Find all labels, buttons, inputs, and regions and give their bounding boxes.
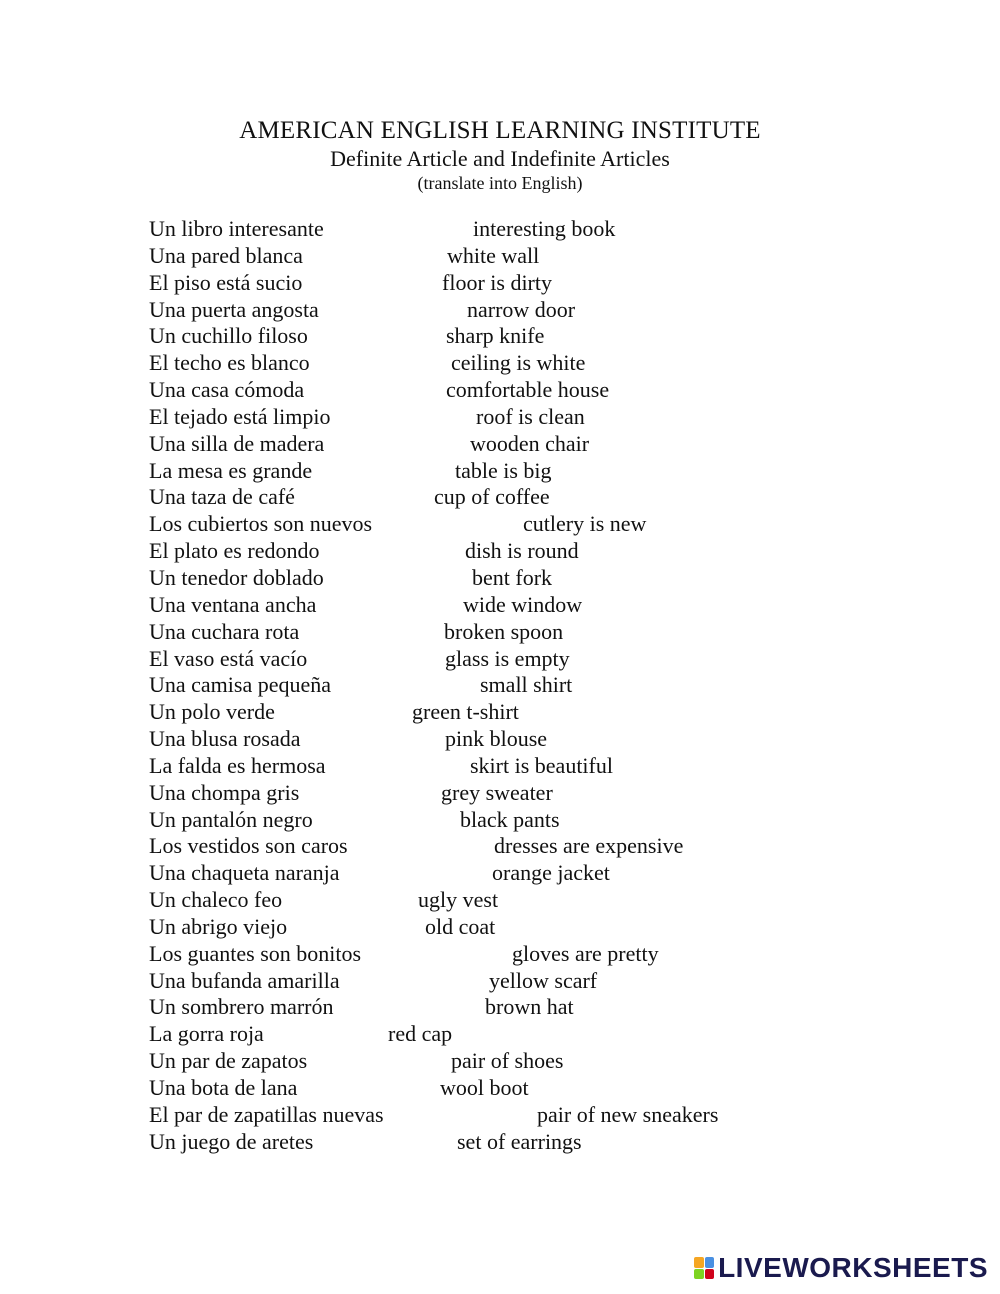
spanish-phrase: El plato es redondo [149,538,320,564]
translation-row [149,672,849,699]
translation-row [149,350,849,377]
translation-row [149,458,849,485]
translation-row [149,753,849,780]
translation-row [149,484,849,511]
english-translation: yellow scarf [489,967,598,993]
spanish-phrase: Un abrigo viejo [149,913,288,939]
english-translation: pair of shoes [451,1048,564,1074]
spanish-phrase: Un tenedor doblado [149,564,324,590]
translation-row [149,833,849,860]
worksheet-instructions: (translate into English) [417,173,583,193]
spanish-phrase: Un cuchillo filoso [149,323,308,349]
english-translation: ugly vest [418,887,499,913]
english-translation: interesting book [473,216,616,241]
english-translation: set of earrings [457,1128,582,1154]
spanish-phrase: Una casa cómoda [149,377,305,403]
english-translation: green t-shirt [412,699,519,725]
english-translation: wool boot [440,1075,529,1100]
translation-row [149,1021,849,1048]
english-translation: pair of new sneakers [537,1101,719,1127]
english-translation: orange jacket [492,860,610,886]
translation-row [149,270,849,297]
spanish-phrase: Los guantes son bonitos [149,940,362,966]
english-translation: roof is clean [476,403,585,429]
liveworksheets-icon [694,1257,714,1279]
spanish-phrase: El vaso está vacío [149,645,308,671]
english-translation: dresses are expensive [494,833,684,859]
english-translation: floor is dirty [442,269,552,295]
english-translation: glass is empty [445,645,570,671]
translation-row [149,243,849,270]
english-translation: ceiling is white [451,350,586,376]
translation-row [149,323,849,350]
spanish-phrase: Una silla de madera [149,430,325,456]
spanish-phrase: Una bota de lana [149,1075,298,1100]
english-translation: broken spoon [444,618,564,644]
spanish-phrase: Un par de zapatos [149,1048,308,1074]
english-translation: grey sweater [441,779,553,805]
icon-square [705,1269,715,1280]
spanish-phrase: Un polo verde [149,699,275,725]
translation-row [149,565,849,592]
translation-row [149,511,849,538]
translation-row [149,619,849,646]
spanish-phrase: Un sombrero marrón [149,994,334,1020]
english-translation: sharp knife [446,323,545,349]
spanish-phrase: La falda es hermosa [149,752,326,778]
spanish-phrase: Una puerta angosta [149,296,319,322]
spanish-phrase: Una taza de café [149,484,295,510]
translation-list [149,216,849,1156]
icon-square [705,1257,715,1268]
translation-row [149,914,849,941]
translation-row [149,377,849,404]
translation-row [149,726,849,753]
translation-row [149,1129,849,1156]
worksheet-header [0,116,1000,194]
translation-row [149,807,849,834]
english-translation: pink blouse [445,726,548,752]
translation-row [149,538,849,565]
english-translation: wooden chair [470,430,590,456]
brand-name: LIVEWORKSHEETS [718,1252,988,1283]
brand-logo [694,1254,988,1282]
english-translation: bent fork [472,564,553,590]
english-translation: cutlery is new [523,511,647,537]
translation-row [149,780,849,807]
translation-row [149,404,849,431]
spanish-phrase: Una chompa gris [149,779,300,805]
translation-row [149,431,849,458]
spanish-phrase: Una chaqueta naranja [149,860,340,886]
spanish-phrase: La mesa es grande [149,457,313,483]
icon-square [694,1269,704,1280]
spanish-phrase: La gorra roja [149,1021,264,1047]
english-translation: skirt is beautiful [470,752,613,778]
english-translation: red cap [388,1021,453,1047]
spanish-phrase: Los vestidos son caros [149,833,348,859]
english-translation: narrow door [467,296,576,322]
english-translation: comfortable house [446,377,610,403]
english-translation: black pants [460,806,560,832]
english-translation: dish is round [465,538,579,564]
english-translation: small shirt [480,672,573,698]
english-translation: old coat [425,913,496,939]
spanish-phrase: Una bufanda amarilla [149,967,340,993]
icon-square [694,1257,704,1268]
worksheet-title: AMERICAN ENGLISH LEARNING INSTITUTE [239,117,761,144]
translation-row [149,860,849,887]
spanish-phrase: El techo es blanco [149,350,310,376]
english-translation: wide window [463,591,583,617]
translation-row [149,887,849,914]
english-translation: gloves are pretty [512,940,659,966]
spanish-phrase: Una blusa rosada [149,726,301,752]
spanish-phrase: Los cubiertos son nuevos [149,511,373,537]
english-translation: cup of coffee [434,484,550,510]
translation-row [149,994,849,1021]
translation-row [149,1048,849,1075]
spanish-phrase: Una camisa pequeña [149,672,332,698]
english-translation: white wall [447,242,540,268]
translation-row [149,968,849,995]
translation-row [149,592,849,619]
translation-row [149,1075,849,1102]
translation-row [149,646,849,673]
translation-row [149,216,849,243]
spanish-phrase: El piso está sucio [149,269,303,295]
spanish-phrase: Un chaleco feo [149,887,283,913]
spanish-phrase: Una pared blanca [149,242,303,268]
spanish-phrase: Un pantalón negro [149,806,313,832]
spanish-phrase: El par de zapatillas nuevas [149,1101,384,1127]
translation-row [149,1102,849,1129]
spanish-phrase: Una ventana ancha [149,591,317,617]
translation-row [149,297,849,324]
translation-row [149,699,849,726]
spanish-phrase: Un libro interesante [149,216,324,241]
spanish-phrase: Un juego de aretes [149,1128,314,1154]
translation-row [149,941,849,968]
worksheet-subtitle: Definite Article and Indefinite Articles [330,146,670,171]
spanish-phrase: El tejado está limpio [149,403,331,429]
english-translation: table is big [455,457,552,483]
english-translation: brown hat [485,994,574,1020]
spanish-phrase: Una cuchara rota [149,618,300,644]
